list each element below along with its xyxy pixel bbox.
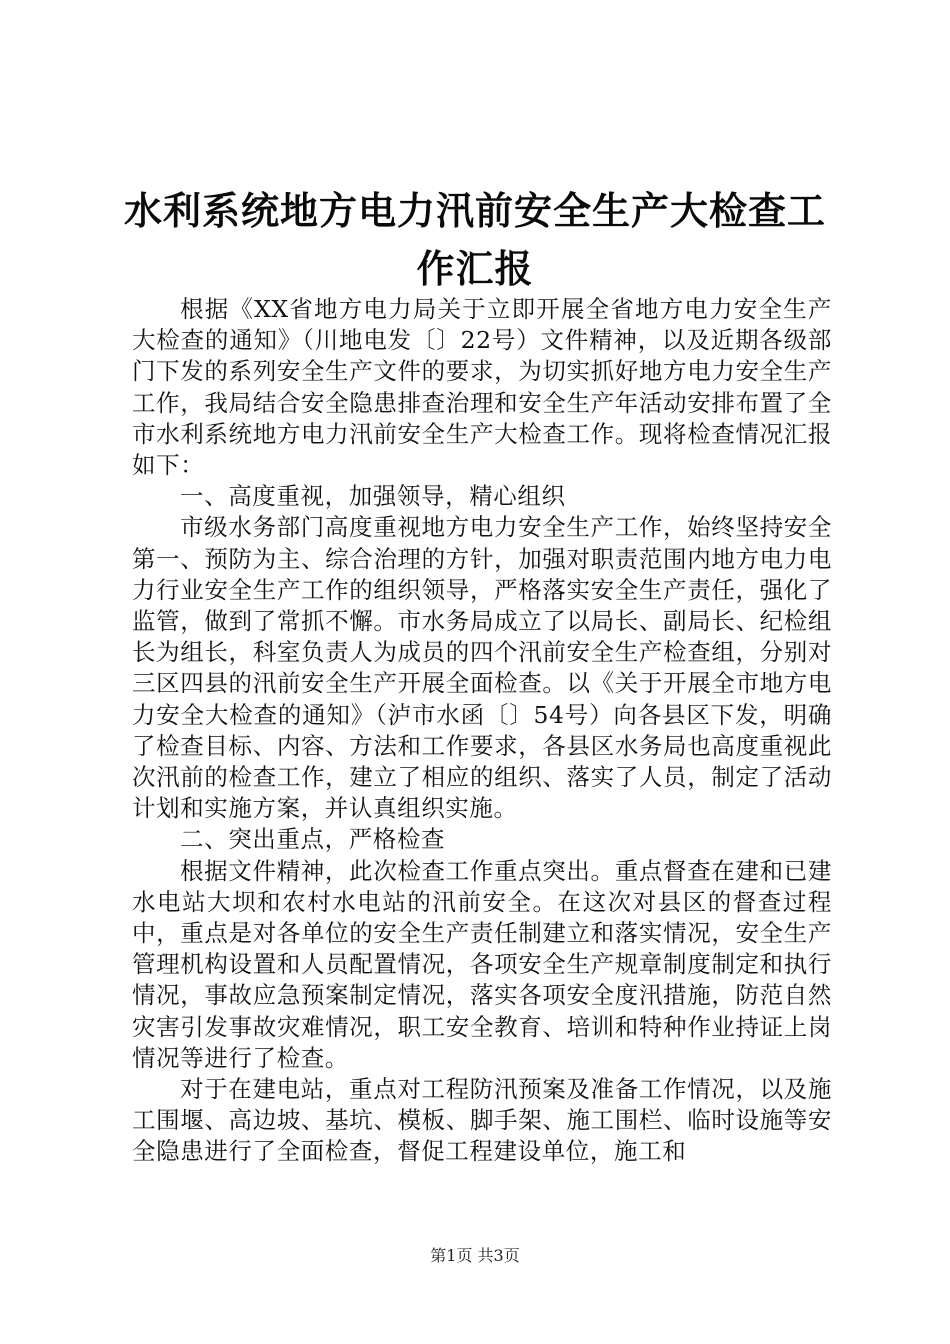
section-heading-2: 二、突出重点，严格检查 <box>180 825 446 854</box>
paragraph-section-2: 根据文件精神，此次检查工作重点突出。重点督查在建和已建水电站大坝和农村水电站的汛前安全。在这次对县区的督查过程中，重点是对各单位的安全生产责任制建立和落实情况，安全生产管理机构设置和人员配置情况，各项安全生产规章制度制定和执行情况，事故应急预案制定情况，落实各项安全度汛措施，防范自然灾害引发事故灾难情况，职工安全教育、培训和特种作业持证上岗情况等进行了检查。 <box>132 856 832 1072</box>
paragraph-construction-sites: 对于在建电站，重点对工程防汛预案及准备工作情况，以及施工围堰、高边坡、基坑、模板、脚手架、施工围栏、临时设施等安全隐患进行了全面检查，督促工程建设单位，施工和 <box>132 1075 832 1166</box>
document-title: 水利系统地方电力汛前安全生产大检查工作汇报 <box>123 189 826 291</box>
paragraph-intro: 根据《XX省地方电力局关于立即开展全省地方电力安全生产大检查的通知》（川地电发〔〕22号）文件精神，以及近期各级部门下发的系列安全生产文件的要求，为切实抓好地方电力安全生产工作，我局结合安全隐患排查治理和安全生产年活动安排布置了全市水利系统地方电力汛前安全生产大检查工作。现将检查情况汇报如下： <box>132 295 832 480</box>
paragraph-section-1: 市级水务部门高度重视地方电力安全生产工作，始终坚持安全第一、预防为主、综合治理的方针，加强对职责范围内地方电力电力行业安全生产工作的组织领导，严格落实安全生产责任，强化了监管，做到了常抓不懈。市水务局成立了以局长、副局长、纪检组长为组长，科室负责人为成员的四个汛前安全生产检查组，分别对三区四县的汛前安全生产开展全面检查。以《关于开展全市地方电力安全大检查的通知》（泸市水函〔〕54号）向各县区下发，明确了检查目标、内容、方法和工作要求，各县区水务局也高度重视此次汛前的检查工作，建立了相应的组织、落实了人员，制定了活动计划和实施方案，并认真组织实施。 <box>132 513 832 823</box>
section-heading-1: 一、高度重视，加强领导，精心组织 <box>180 482 566 511</box>
page-number-footer: 第1页 共3页 <box>430 1246 520 1265</box>
document-body <box>132 294 832 1168</box>
